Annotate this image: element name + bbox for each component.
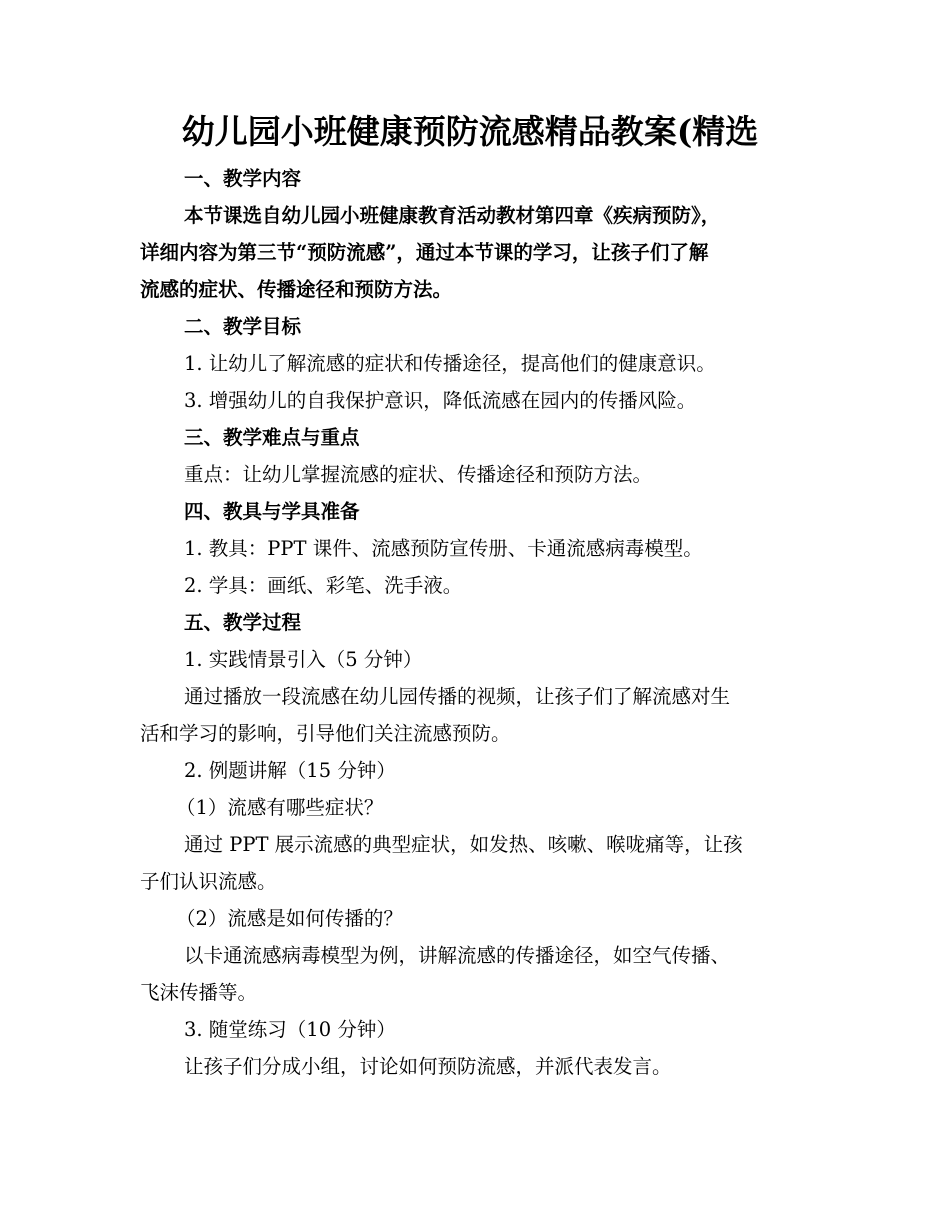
step-heading: 3. 随堂练习（10 分钟） [184,1018,396,1041]
document-page [140,108,800,1085]
section-heading-key-points: 三、教学难点与重点 [184,426,360,449]
paragraph-line: 通过 PPT 展示流感的典型症状，如发热、咳嗽、喉咙痛等，让孩 [184,833,743,856]
list-item: 重点：让幼儿掌握流感的症状、传播途径和预防方法。 [184,463,653,486]
step-heading: 1. 实践情景引入（5 分钟） [184,648,423,671]
section-heading-content: 一、教学内容 [184,167,302,190]
paragraph-line: 流感的症状、传播途径和预防方法。 [140,278,453,301]
list-item: 1. 教具：PPT 课件、流感预防宣传册、卡通流感病毒模型。 [184,537,703,560]
sub-question: （1）流感有哪些症状？ [176,796,384,819]
paragraph-line: 飞沫传播等。 [140,981,258,1004]
document-title: 幼儿园小班健康预防流感精品教案(精选 [181,112,759,151]
sub-question: （2）流感是如何传播的？ [176,907,403,930]
paragraph-line: 通过播放一段流感在幼儿园传播的视频，让孩子们了解流感对生 [184,685,731,708]
section-heading-materials: 四、教具与学具准备 [184,500,360,523]
paragraph-line: 让孩子们分成小组，讨论如何预防流感，并派代表发言。 [184,1055,672,1078]
paragraph-line: 子们认识流感。 [140,870,277,893]
paragraph-line: 以卡通流感病毒模型为例，讲解流感的传播途径，如空气传播、 [184,944,731,967]
list-item: 2. 学具：画纸、彩笔、洗手液。 [184,574,463,597]
section-heading-goals: 二、教学目标 [184,315,302,338]
paragraph-line: 本节课选自幼儿园小班健康教育活动教材第四章《疾病预防》， [184,204,721,227]
paragraph-line: 活和学习的影响，引导他们关注流感预防。 [140,722,511,745]
section-heading-process: 五、教学过程 [184,611,302,634]
list-item: 1. 让幼儿了解流感的症状和传播途径，提高他们的健康意识。 [184,352,716,375]
list-item: 3. 增强幼儿的自我保护意识，降低流感在园内的传播风险。 [184,389,697,412]
paragraph-line: 详细内容为第三节“预防流感”，通过本节课的学习，让孩子们了解 [140,241,709,264]
step-heading: 2. 例题讲解（15 分钟） [184,759,396,782]
